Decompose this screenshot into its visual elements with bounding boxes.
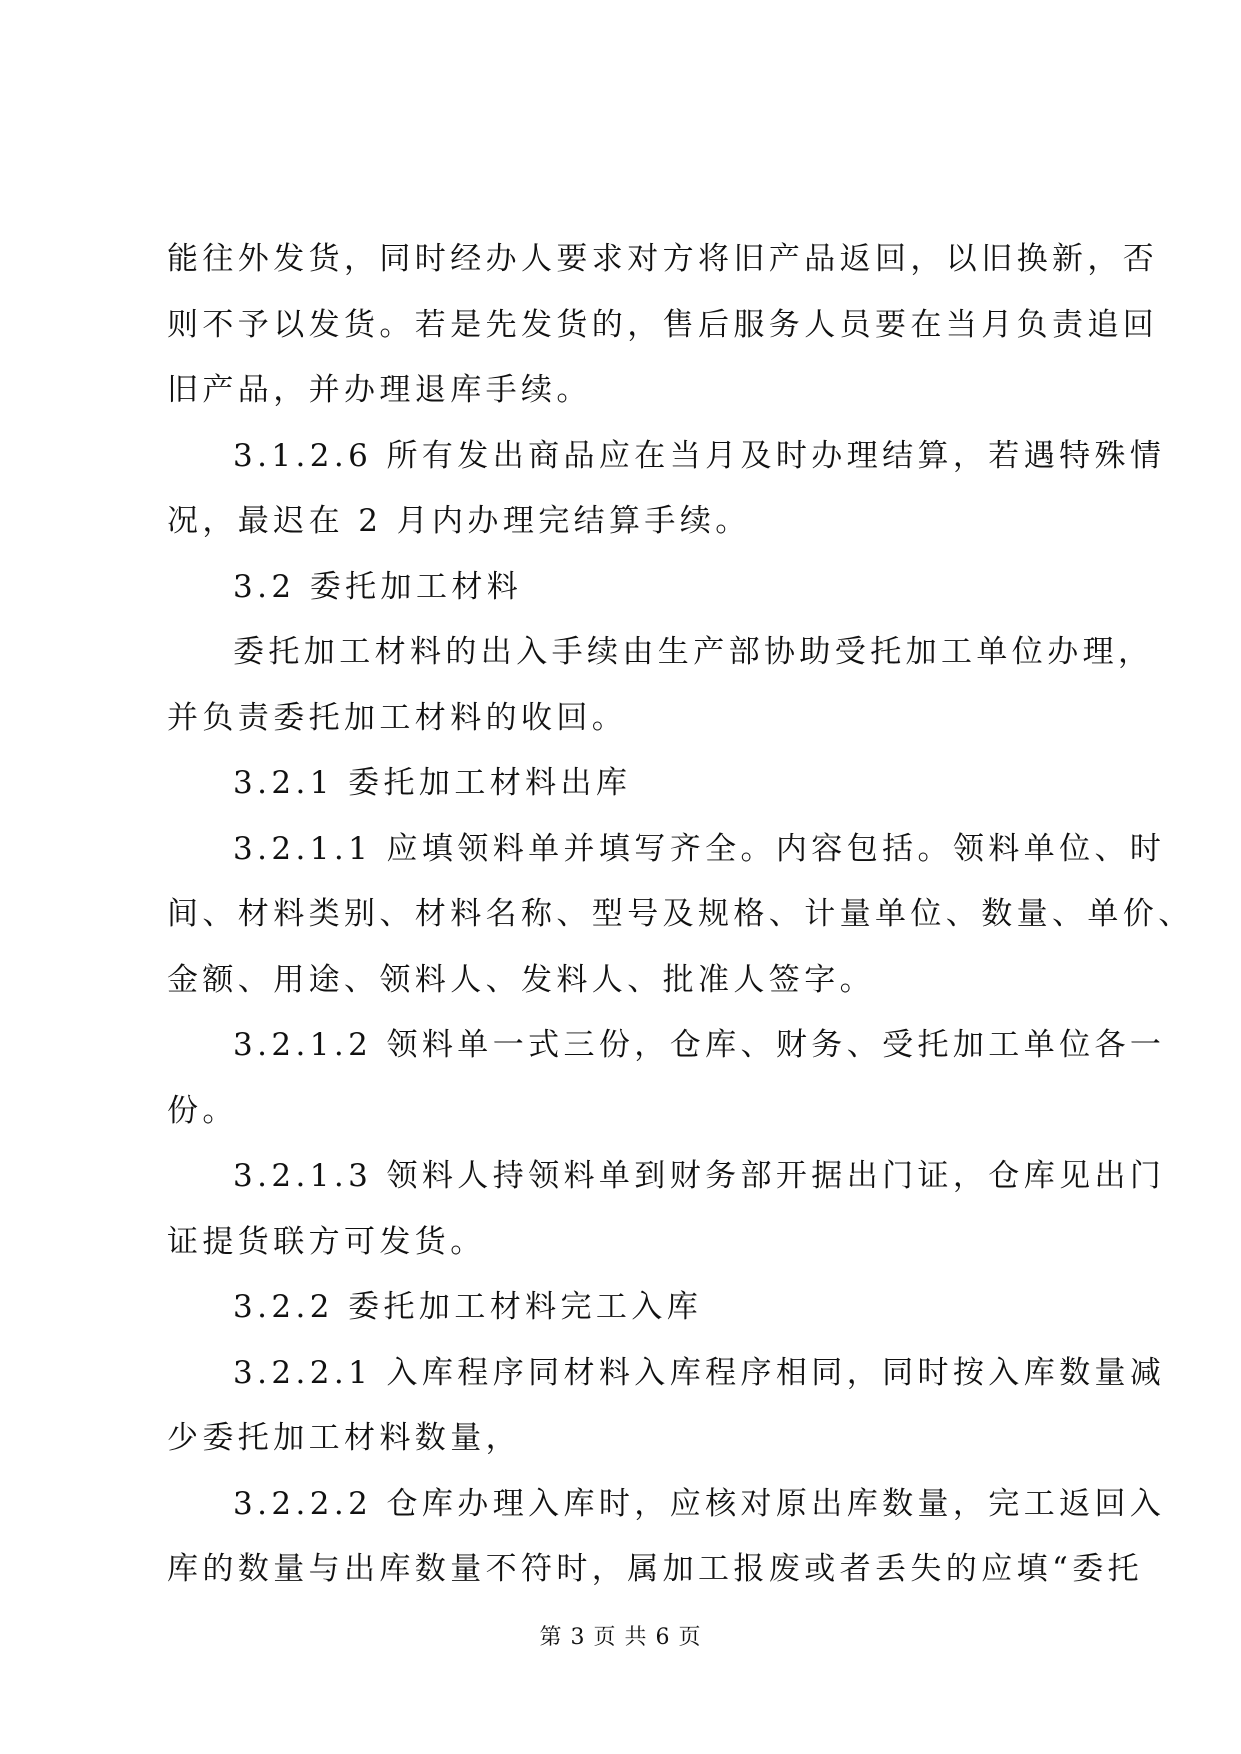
text-line: 委托加工材料的出入手续由生产部协助受托加工单位办理， — [233, 634, 1154, 670]
text-line: 3.2.1.3 领料人持领料单到财务部开据出门证，仓库见出门 — [233, 1158, 1166, 1194]
text-line: 证提货联方可发货。 — [167, 1223, 486, 1260]
text-line: 3.2.2 委托加工材料完工入库 — [233, 1289, 703, 1325]
document-body — [167, 227, 1194, 1603]
text-line: 3.1.2.6 所有发出商品应在当月及时办理结算，若遇特殊情 — [233, 437, 1166, 474]
page-footer: 第 3 页 共 6 页 — [539, 1625, 702, 1650]
text-line: 则不予以发货。若是先发货的，售后服务人员要在当月负责追回 — [167, 306, 1159, 343]
text-line: 并负责委托加工材料的收回。 — [167, 699, 628, 736]
text-line: 能往外发货，同时经办人要求对方将旧产品返回，以旧换新，否 — [167, 241, 1159, 277]
text-line: 3.2.1 委托加工材料出库 — [233, 765, 632, 801]
text-line: 3.2.1.1 应填领料单并填写齐全。内容包括。领料单位、时 — [233, 830, 1166, 867]
text-line: 金额、用途、领料人、发料人、批准人签字。 — [167, 961, 875, 998]
text-line: 份。 — [167, 1092, 238, 1129]
text-line: 少委托加工材料数量， — [167, 1420, 521, 1456]
text-line: 间、材料类别、材料名称、型号及规格、计量单位、数量、单价、 — [167, 896, 1194, 932]
text-line: 3.2 委托加工材料 — [233, 568, 523, 605]
text-line: 旧产品，并办理退库手续。 — [167, 372, 592, 408]
text-line: 3.2.1.2 领料单一式三份，仓库、财务、受托加工单位各一 — [233, 1027, 1166, 1063]
text-line: 库的数量与出库数量不符时，属加工报废或者丢失的应填“委托 — [167, 1551, 1144, 1587]
text-line: 3.2.2.1 入库程序同材料入库程序相同，同时按入库数量减 — [233, 1354, 1166, 1391]
text-line: 3.2.2.2 仓库办理入库时，应核对原出库数量，完工返回入 — [233, 1485, 1166, 1522]
text-line: 况，最迟在 2 月内办理完结算手续。 — [167, 503, 751, 539]
